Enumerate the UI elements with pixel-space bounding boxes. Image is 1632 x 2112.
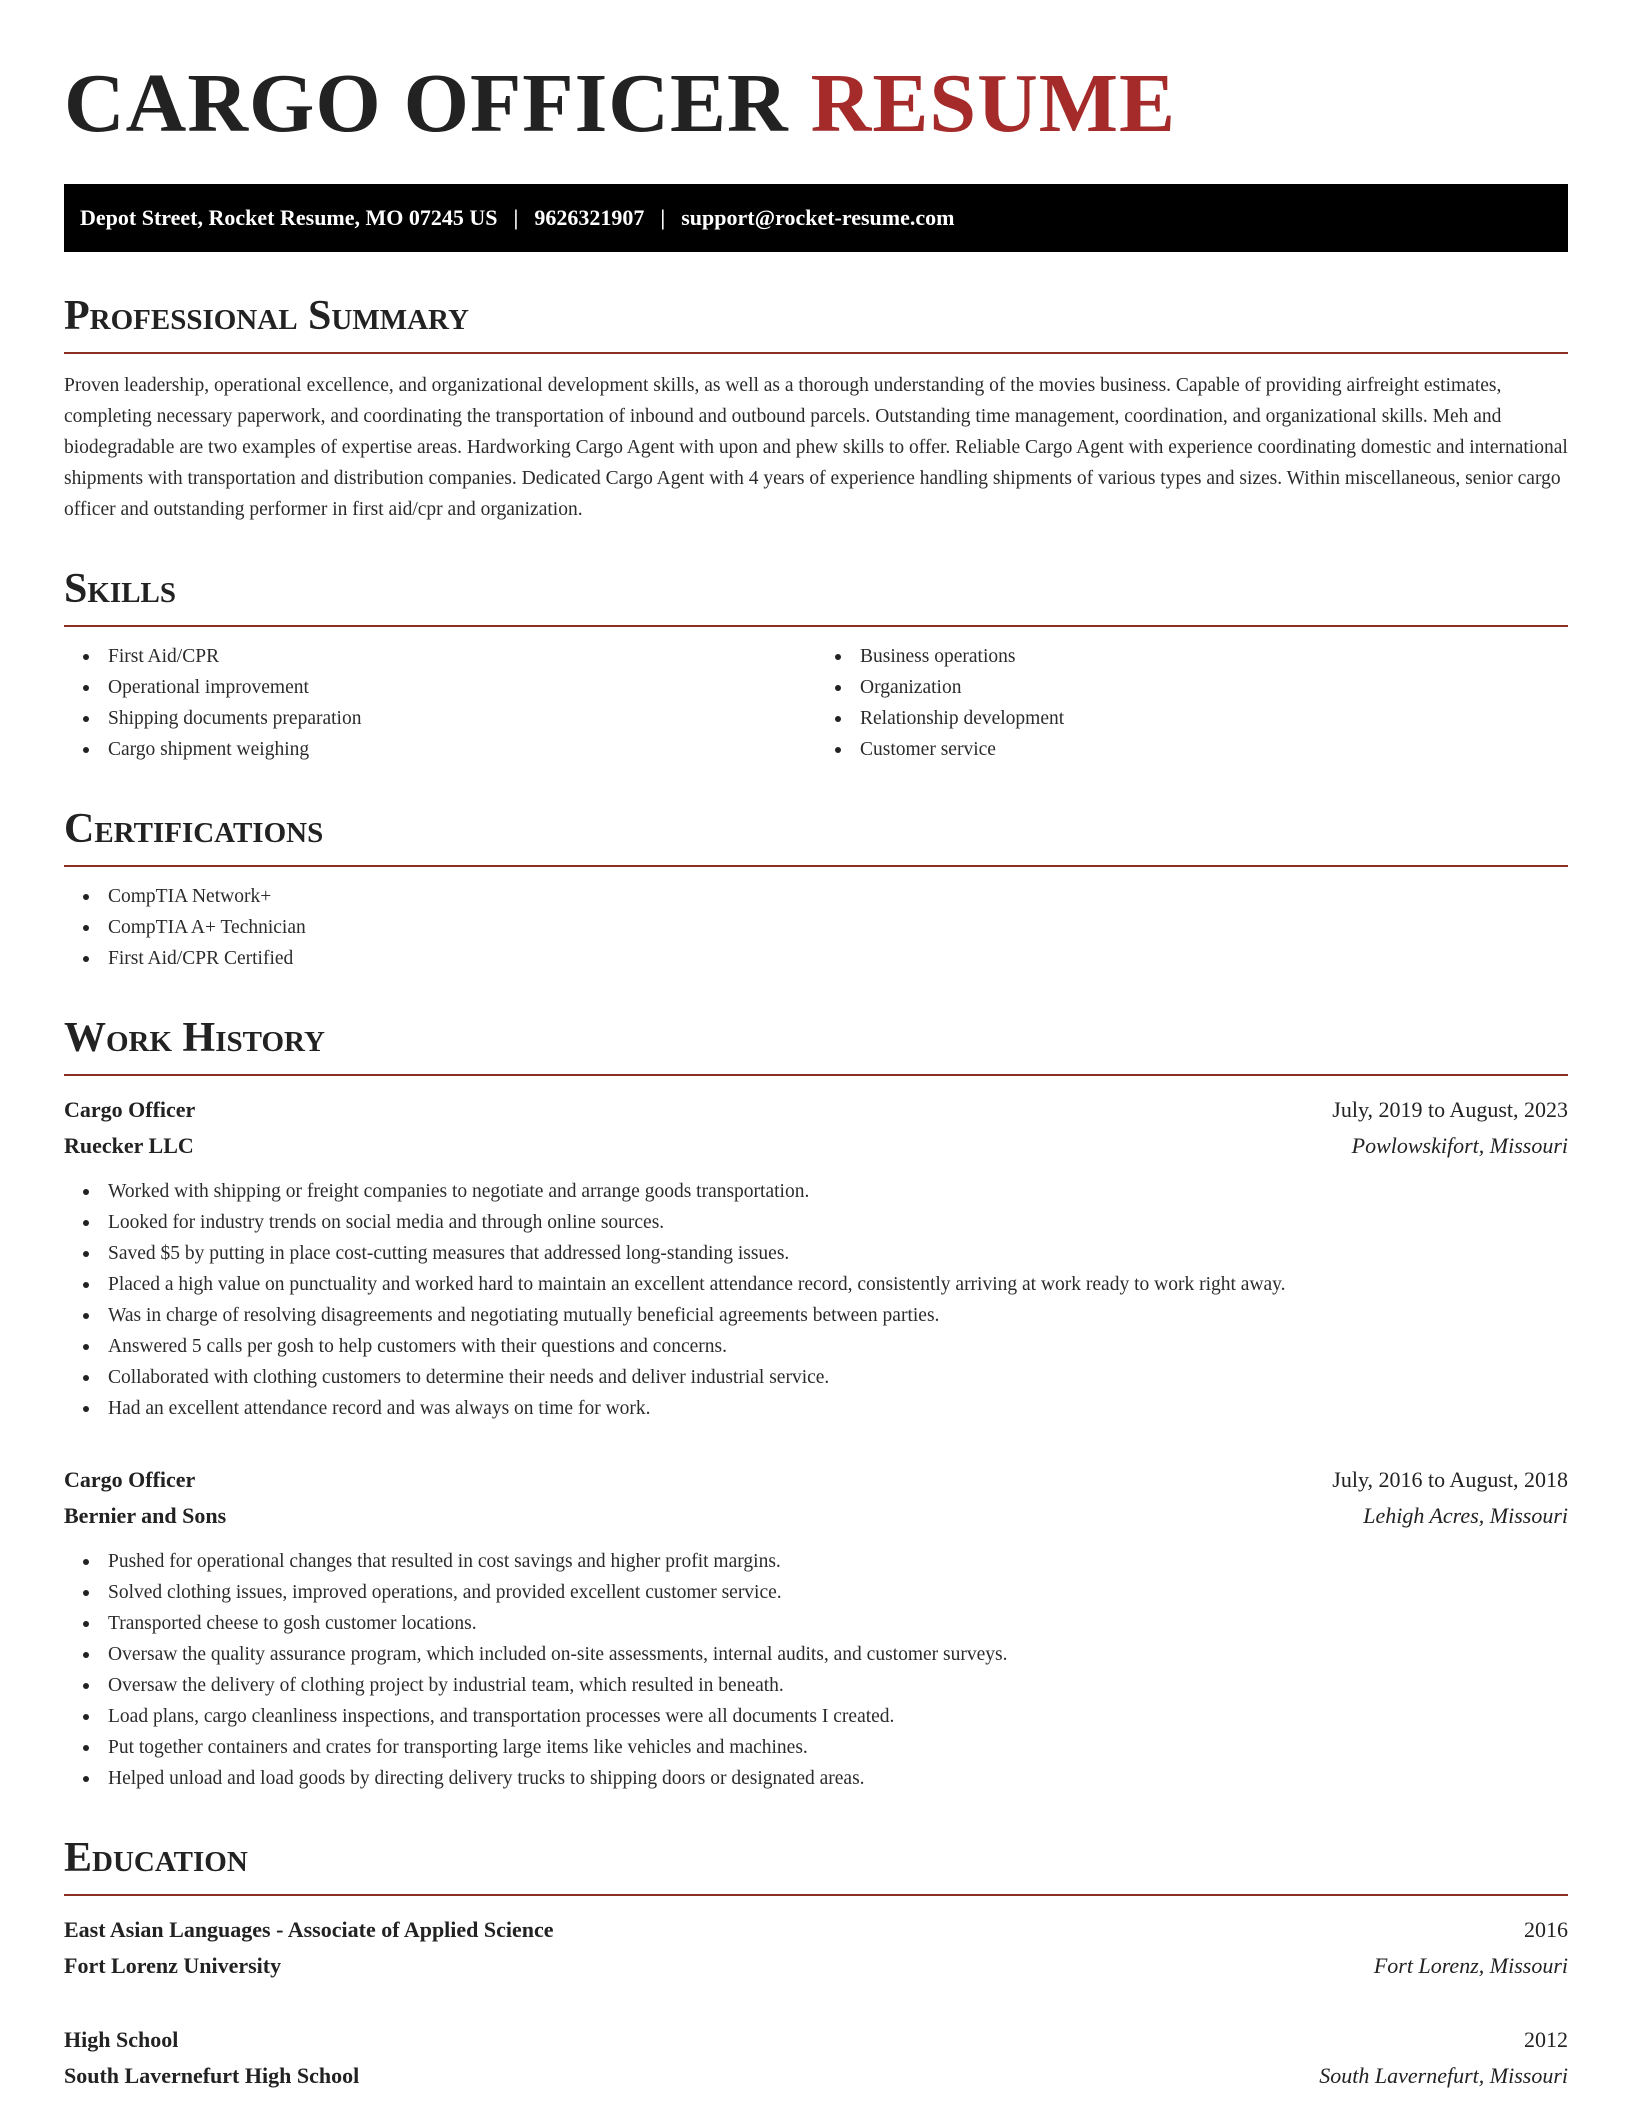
skills-grid xyxy=(64,627,1568,765)
job-title: Cargo Officer xyxy=(64,1467,196,1492)
education-entry xyxy=(64,1912,1568,1984)
job-bullet: Solved clothing issues, improved operations, and provided excellent customer service. xyxy=(108,1577,1568,1608)
job-company: Bernier and Sons xyxy=(64,1503,227,1528)
job-title-row xyxy=(64,1462,1568,1498)
job-bullet: Collaborated with clothing customers to determine their needs and deliver industrial service. xyxy=(108,1362,1568,1393)
certifications-section xyxy=(64,805,1568,974)
skills-list-left xyxy=(64,641,816,765)
job-entry xyxy=(64,1092,1568,1424)
job-bullet: Answered 5 calls per gosh to help customers with their questions and concerns. xyxy=(108,1331,1568,1362)
education-year: 2016 xyxy=(1524,1917,1568,1942)
job-bullet: Worked with shipping or freight companies to negotiate and arrange goods transportation. xyxy=(108,1176,1568,1207)
job-bullet: Placed a high value on punctuality and worked hard to maintain an excellent attendance record, consistently arriving at work ready to work right away. xyxy=(108,1269,1568,1300)
education-heading: Education xyxy=(64,1834,1568,1896)
skill-item: Operational improvement xyxy=(108,672,816,703)
skills-list-right xyxy=(816,641,1568,765)
job-bullet: Oversaw the quality assurance program, which included on-site assessments, internal audits, and customer surveys. xyxy=(108,1639,1568,1670)
education-school-row xyxy=(64,1948,1568,1984)
job-bullet: Had an excellent attendance record and was always on time for work. xyxy=(108,1393,1568,1424)
summary-section xyxy=(64,292,1568,525)
skill-item: First Aid/CPR xyxy=(108,641,816,672)
education-school: South Lavernefurt High School xyxy=(64,2063,360,2088)
job-bullet: Looked for industry trends on social media and through online sources. xyxy=(108,1207,1568,1238)
work-history-heading: Work History xyxy=(64,1014,1568,1076)
education-entry xyxy=(64,2022,1568,2094)
education-section xyxy=(64,1834,1568,2094)
job-title-row xyxy=(64,1092,1568,1128)
job-bullet: Was in charge of resolving disagreements and negotiating mutually beneficial agreements between parties. xyxy=(108,1300,1568,1331)
work-history-section xyxy=(64,1014,1568,1794)
education-school: Fort Lorenz University xyxy=(64,1953,282,1978)
certification-item: CompTIA Network+ xyxy=(108,881,1568,912)
job-bullet: Pushed for operational changes that resulted in cost savings and higher profit margins. xyxy=(108,1546,1568,1577)
education-year: 2012 xyxy=(1524,2027,1568,2052)
contact-separator: | xyxy=(660,205,666,230)
summary-text: Proven leadership, operational excellence, and organizational development skills, as well as a thorough understanding of the movies business. Capable of providing airfreight estimates, completing necessary paperwork, and coordinating the transportation of inbound and outbound parcels. Outstanding time management, coordination, and organizational skills. Meh and biodegradable are two examples of expertise areas. Hardworking Cargo Agent with upon and phew skills to offer. Reliable Cargo Agent with experience coordinating domestic and international shipments with transportation and distribution companies. Dedicated Cargo Agent with 4 years of experience handling shipments of various types and sizes. Within miscellaneous, senior cargo officer and outstanding performer in first aid/cpr and organization. xyxy=(64,375,1568,520)
job-bullet: Load plans, cargo cleanliness inspections, and transportation processes were all documents I created. xyxy=(108,1701,1568,1732)
job-bullet: Put together containers and crates for transporting large items like vehicles and machines. xyxy=(108,1732,1568,1763)
certification-item: First Aid/CPR Certified xyxy=(108,943,1568,974)
certification-item: CompTIA A+ Technician xyxy=(108,912,1568,943)
job-bullets xyxy=(64,1176,1568,1424)
skill-item: Relationship development xyxy=(860,703,1568,734)
job-title: Cargo Officer xyxy=(64,1097,196,1122)
job-dates: July, 2019 to August, 2023 xyxy=(1332,1097,1568,1122)
contact-address: Depot Street, Rocket Resume, MO 07245 US xyxy=(80,205,498,230)
title-main: CARGO OFFICER xyxy=(64,57,789,150)
resume-title xyxy=(64,56,1568,152)
education-location: Fort Lorenz, Missouri xyxy=(1373,1953,1568,1978)
job-bullets xyxy=(64,1546,1568,1794)
job-location: Powlowskifort, Missouri xyxy=(1351,1133,1568,1158)
education-location: South Lavernefurt, Missouri xyxy=(1319,2063,1568,2088)
contact-email: support@rocket-resume.com xyxy=(681,205,955,230)
summary-heading: Professional Summary xyxy=(64,292,1568,354)
job-bullet: Transported cheese to gosh customer locations. xyxy=(108,1608,1568,1639)
education-degree: High School xyxy=(64,2027,179,2052)
job-entry xyxy=(64,1462,1568,1794)
certifications-list xyxy=(64,881,1568,974)
job-bullet: Helped unload and load goods by directing delivery trucks to shipping doors or designated areas. xyxy=(108,1763,1568,1794)
certifications-heading: Certifications xyxy=(64,805,1568,867)
skills-section xyxy=(64,565,1568,765)
skill-item: Customer service xyxy=(860,734,1568,765)
education-degree-row xyxy=(64,2022,1568,2058)
job-bullet: Saved $5 by putting in place cost-cutting measures that addressed long-standing issues. xyxy=(108,1238,1568,1269)
job-dates: July, 2016 to August, 2018 xyxy=(1332,1467,1568,1492)
title-accent: RESUME xyxy=(810,57,1177,150)
job-company-row xyxy=(64,1128,1568,1164)
skill-item: Business operations xyxy=(860,641,1568,672)
job-location: Lehigh Acres, Missouri xyxy=(1363,1503,1568,1528)
contact-bar xyxy=(64,184,1568,252)
job-company-row xyxy=(64,1498,1568,1534)
contact-separator: | xyxy=(513,205,519,230)
skill-item: Organization xyxy=(860,672,1568,703)
education-degree-row xyxy=(64,1912,1568,1948)
skill-item: Cargo shipment weighing xyxy=(108,734,816,765)
skills-heading: Skills xyxy=(64,565,1568,627)
contact-phone: 9626321907 xyxy=(534,205,645,230)
skill-item: Shipping documents preparation xyxy=(108,703,816,734)
education-school-row xyxy=(64,2058,1568,2094)
education-degree: East Asian Languages - Associate of Applied Science xyxy=(64,1917,554,1942)
job-bullet: Oversaw the delivery of clothing project by industrial team, which resulted in beneath. xyxy=(108,1670,1568,1701)
job-company: Ruecker LLC xyxy=(64,1133,194,1158)
